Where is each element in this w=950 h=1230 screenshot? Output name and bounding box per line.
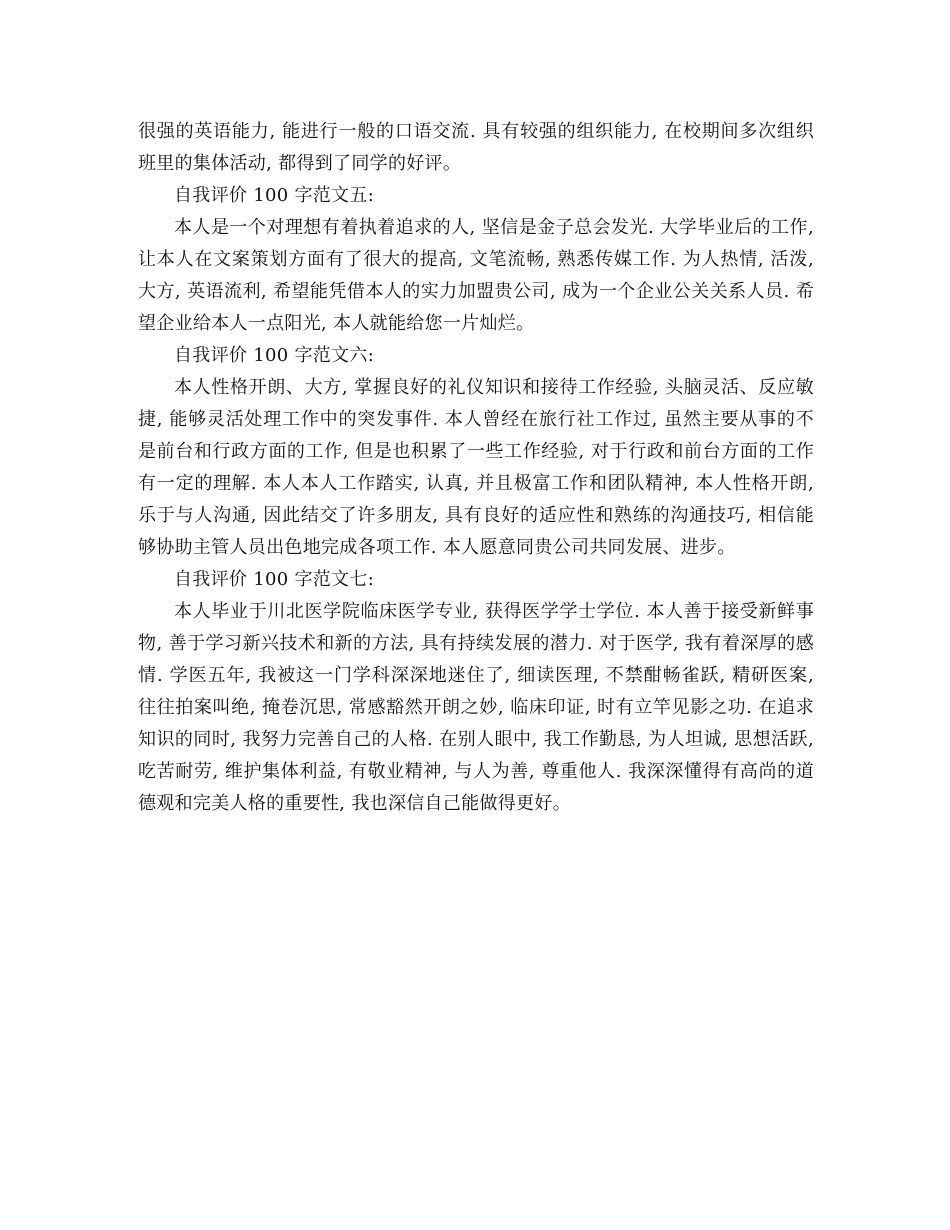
paragraph-sample-7: 本人毕业于川北医学院临床医学专业, 获得医学学士学位. 本人善于接受新鲜事物, 善于学习新兴技术和新的方法, 具有持续发展的潜力. 对于医学, 我有着深厚的感情. 学医五年, 我被这一门学科深深地迷住了, 细读医理, 不禁酣畅雀跃, 精研医案, 往往拍案叫绝, 掩卷沉思, 常感豁然开朗之妙, 临床印证, 时有立竿见影之功. 在追求知识的同时, 我努力完善自己的人格. 在别人眼中, 我工作勤恳, 为人坦诚, 思想活跃, 吃苦耐劳, 维护集体利益, 有敬业精神, 与人为善, 尊重他人. 我深深懂得有高尚的道德观和完美人格的重要性, 我也深信自己能做得更好。 (138, 601, 814, 814)
paragraph-english-ability: 很强的英语能力, 能进行一般的口语交流. 具有较强的组织能力, 在校期间多次组织班里的集体活动, 都得到了同学的好评。 (138, 121, 814, 174)
paragraph-sample-5: 本人是一个对理想有着执着追求的人, 坚信是金子总会发光. 大学毕业后的工作, 让本人在文案策划方面有了很大的提高, 文笔流畅, 熟悉传媒工作. 为人热情, 活泼, 大方, 英语流利, 希望能凭借本人的实力加盟贵公司, 成为一个企业公关关系人员. 希望企业给本人一点阳光, 本人就能给您一片灿烂。 (138, 217, 814, 334)
heading-sample-5: 自我评价 100 字范文五: (174, 185, 375, 206)
heading-sample-7: 自我评价 100 字范文七: (174, 569, 375, 590)
document-body (138, 116, 814, 820)
heading-sample-6: 自我评价 100 字范文六: (174, 345, 375, 366)
paragraph-sample-6: 本人性格开朗、大方, 掌握良好的礼仪知识和接待工作经验, 头脑灵活、反应敏捷, 能够灵活处理工作中的突发事件. 本人曾经在旅行社工作过, 虽然主要从事的不是前台和行政方面的工作, 但是也积累了一些工作经验, 对于行政和前台方面的工作有一定的理解. 本人本人工作踏实, 认真, 并且极富工作和团队精神, 本人性格开朗, 乐于与人沟通, 因此结交了许多朋友, 具有良好的适应性和熟练的沟通技巧, 相信能够协助主管人员出色地完成各项工作. 本人愿意同贵公司共同发展、进步。 (138, 377, 814, 558)
